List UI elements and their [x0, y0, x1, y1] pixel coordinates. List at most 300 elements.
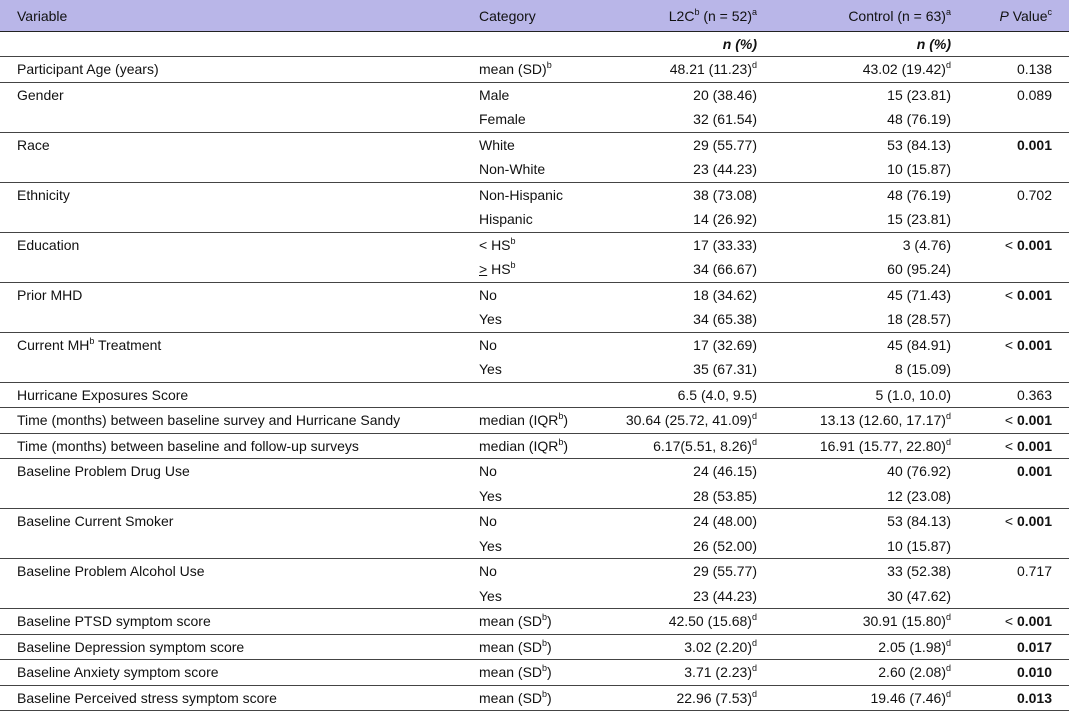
cell-p-value	[951, 459, 1069, 484]
footnote-mark: d	[751, 612, 757, 623]
p-value: 0.138	[1016, 61, 1052, 78]
variable-label-rest: Treatment	[94, 336, 162, 353]
variable-label: Baseline Problem Drug Use	[17, 463, 190, 480]
cell-l2c	[589, 132, 757, 157]
p-value: 0.013	[1016, 689, 1052, 706]
category-label: Female	[479, 111, 526, 128]
table-row	[0, 459, 1069, 484]
control-value: 43.02 (19.42)	[862, 61, 946, 78]
cell-p-value	[951, 509, 1069, 534]
p-value: 0.363	[1016, 386, 1052, 403]
cell-variable	[0, 584, 479, 609]
cell-control	[757, 584, 951, 609]
cell-variable	[0, 132, 479, 157]
footnote-mark: d	[751, 663, 757, 674]
cell-p-value	[951, 382, 1069, 408]
control-value: 45 (71.43)	[887, 286, 951, 303]
cell-control	[757, 634, 951, 660]
table-row	[0, 307, 1069, 332]
category-close: )	[547, 638, 552, 655]
variable-label: Baseline Perceived stress symptom score	[17, 689, 277, 706]
table-row	[0, 82, 1069, 107]
table-row	[0, 182, 1069, 207]
category-label: mean (SD	[479, 664, 543, 681]
cell-control	[757, 459, 951, 484]
cell-variable	[0, 107, 479, 132]
cell-p-value	[951, 357, 1069, 382]
cell-p-value	[951, 584, 1069, 609]
category-label: No	[479, 563, 497, 580]
variable-label: Time (months) between baseline and follow-up surveys	[17, 437, 359, 454]
footnote-mark: b	[542, 612, 548, 623]
cell-category	[479, 107, 589, 132]
l2c-value: 24 (46.15)	[693, 463, 757, 480]
control-value: 2.60 (2.08)	[878, 664, 946, 681]
footnote-mark: d	[945, 411, 951, 422]
category-label: Yes	[479, 537, 502, 554]
table-row	[0, 509, 1069, 534]
cell-l2c	[589, 182, 757, 207]
table-row	[0, 332, 1069, 357]
p-value: 0.001	[1016, 463, 1052, 480]
category-label: mean (SD)	[479, 61, 547, 78]
cell-variable	[0, 685, 479, 711]
category-label: median (IQR	[479, 437, 559, 454]
table-row	[0, 357, 1069, 382]
footnote-mark: d	[751, 436, 757, 447]
variable-label: Baseline PTSD symptom score	[17, 613, 211, 630]
cell-l2c	[589, 207, 757, 232]
l2c-value: 48.21 (11.23)	[669, 61, 752, 78]
cell-l2c	[589, 382, 757, 408]
footnote-mark: d	[945, 436, 951, 447]
variable-label: Hurricane Exposures Score	[17, 386, 189, 403]
control-value: 18 (28.57)	[887, 311, 951, 328]
l2c-value: 32 (61.54)	[693, 111, 757, 128]
table-row	[0, 232, 1069, 257]
cell-control	[757, 157, 951, 182]
l2c-value: 23 (44.23)	[693, 587, 757, 604]
cell-control	[757, 57, 951, 83]
cell-l2c	[589, 332, 757, 357]
variable-label: Race	[17, 136, 50, 153]
cell-control	[757, 232, 951, 257]
category-label: Yes	[479, 311, 502, 328]
footnote-mark: b	[510, 260, 516, 271]
category-label: White	[479, 136, 515, 153]
p-value: 0.001	[1016, 286, 1052, 303]
cell-control	[757, 484, 951, 509]
cell-variable	[0, 534, 479, 559]
cell-category	[479, 509, 589, 534]
cell-control	[757, 357, 951, 382]
footnote-mark: d	[945, 637, 951, 648]
cell-category	[479, 382, 589, 408]
table-row	[0, 257, 1069, 282]
cell-category	[479, 132, 589, 157]
l2c-value: 24 (48.00)	[693, 513, 757, 530]
l2c-value: 29 (55.77)	[693, 563, 757, 580]
cell-l2c	[589, 157, 757, 182]
cell-p-value	[951, 559, 1069, 584]
p-value: 0.702	[1016, 186, 1052, 203]
p-value: 0.089	[1016, 86, 1052, 103]
cell-category	[479, 257, 589, 282]
control-value: 33 (52.38)	[887, 563, 951, 580]
header-row	[0, 0, 1069, 32]
cell-l2c	[589, 232, 757, 257]
p-less-than: <	[1004, 513, 1017, 530]
cell-l2c	[589, 107, 757, 132]
control-value: 53 (84.13)	[887, 136, 951, 153]
cell-p-value	[951, 57, 1069, 83]
p-less-than: <	[1004, 437, 1017, 454]
table-row	[0, 408, 1069, 434]
control-value: 13.13 (12.60, 17.17)	[819, 412, 946, 429]
control-value: 19.46 (7.46)	[870, 689, 946, 706]
footnote-mark: d	[751, 60, 757, 71]
footnote-mark: d	[945, 60, 951, 71]
cell-control	[757, 433, 951, 459]
header-variable: Variable	[0, 0, 479, 32]
control-value: 48 (76.19)	[887, 111, 951, 128]
control-value: 40 (76.92)	[887, 463, 951, 480]
p-value: 0.010	[1016, 664, 1052, 681]
cell-control	[757, 182, 951, 207]
cell-control	[757, 132, 951, 157]
l2c-value: 34 (66.67)	[693, 261, 757, 278]
category-label: mean (SD	[479, 638, 543, 655]
l2c-value: 35 (67.31)	[693, 361, 757, 378]
p-less-than: <	[1004, 286, 1017, 303]
control-value: 10 (15.87)	[887, 537, 951, 554]
cell-variable	[0, 433, 479, 459]
variable-label: Education	[17, 236, 80, 253]
cell-p-value	[951, 685, 1069, 711]
cell-variable	[0, 282, 479, 307]
p-value: 0.001	[1016, 336, 1052, 353]
p-value: 0.717	[1016, 563, 1052, 580]
category-label: Yes	[479, 487, 502, 504]
footnote-mark: d	[751, 411, 757, 422]
category-label: Yes	[479, 587, 502, 604]
control-value: 2.05 (1.98)	[878, 638, 946, 655]
table-row	[0, 609, 1069, 635]
cell-variable	[0, 382, 479, 408]
control-value: 12 (23.08)	[887, 487, 951, 504]
cell-category	[479, 534, 589, 559]
category-label: mean (SD	[479, 689, 543, 706]
cell-category	[479, 660, 589, 686]
p-less-than: <	[1004, 336, 1017, 353]
cell-p-value	[951, 660, 1069, 686]
cell-l2c	[589, 257, 757, 282]
cell-category	[479, 282, 589, 307]
p-less-than: <	[1004, 613, 1017, 630]
cell-category	[479, 307, 589, 332]
l2c-value: 3.71 (2.23)	[684, 664, 752, 681]
l2c-value: 20 (38.46)	[693, 86, 757, 103]
cell-l2c	[589, 634, 757, 660]
category-label: Non-White	[479, 161, 546, 178]
category-label: Non-Hispanic	[479, 186, 564, 203]
cell-category	[479, 584, 589, 609]
category-close: )	[547, 613, 552, 630]
cell-control	[757, 282, 951, 307]
cell-variable	[0, 408, 479, 434]
cell-variable	[0, 559, 479, 584]
cell-control	[757, 660, 951, 686]
l2c-value: 28 (53.85)	[693, 487, 757, 504]
l2c-value: 23 (44.23)	[693, 161, 757, 178]
header-control: Control (n = 63)$^a$	[757, 0, 951, 32]
variable-label: Ethnicity	[17, 186, 70, 203]
table-row	[0, 157, 1069, 182]
cell-l2c	[589, 282, 757, 307]
variable-label: Current MH	[17, 336, 90, 353]
variable-label: Gender	[17, 86, 64, 103]
l2c-value: 38 (73.08)	[693, 186, 757, 203]
cell-category	[479, 207, 589, 232]
control-value: 48 (76.19)	[887, 186, 951, 203]
l2c-value: 14 (26.92)	[693, 211, 757, 228]
cell-variable	[0, 257, 479, 282]
cell-l2c	[589, 408, 757, 434]
l2c-value: 17 (33.33)	[693, 236, 757, 253]
control-value: 8 (15.09)	[894, 361, 951, 378]
cell-p-value	[951, 307, 1069, 332]
cell-l2c	[589, 509, 757, 534]
table-row	[0, 57, 1069, 83]
cell-p-value	[951, 609, 1069, 635]
cell-control	[757, 107, 951, 132]
subheader-control: n (%)	[916, 36, 951, 52]
cell-control	[757, 408, 951, 434]
table-row	[0, 685, 1069, 711]
cell-category	[479, 232, 589, 257]
l2c-value: 3.02 (2.20)	[684, 638, 752, 655]
category-label: No	[479, 513, 497, 530]
category-label: Male	[479, 86, 510, 103]
cell-variable	[0, 332, 479, 357]
footnote-mark: b	[546, 60, 552, 71]
cell-p-value	[951, 157, 1069, 182]
cell-p-value	[951, 634, 1069, 660]
table-row	[0, 660, 1069, 686]
table-row	[0, 584, 1069, 609]
cell-l2c	[589, 660, 757, 686]
cell-category	[479, 408, 589, 434]
category-close: )	[547, 664, 552, 681]
cell-variable	[0, 57, 479, 83]
control-value: 30 (47.62)	[887, 587, 951, 604]
cell-control	[757, 207, 951, 232]
category-label: median (IQR	[479, 412, 559, 429]
cell-control	[757, 257, 951, 282]
footnote-mark: d	[751, 637, 757, 648]
footnote-mark: b	[542, 688, 548, 699]
footnote-mark: d	[945, 663, 951, 674]
table-row	[0, 433, 1069, 459]
table-row	[0, 207, 1069, 232]
cell-control	[757, 559, 951, 584]
category-label: Yes	[479, 361, 502, 378]
footnote-mark: b	[542, 637, 548, 648]
cell-variable	[0, 82, 479, 107]
cell-l2c	[589, 57, 757, 83]
category-close: )	[563, 437, 569, 454]
cell-variable	[0, 484, 479, 509]
cell-control	[757, 509, 951, 534]
cell-l2c	[589, 433, 757, 459]
cell-control	[757, 609, 951, 635]
cell-variable	[0, 182, 479, 207]
footnote-mark: b	[558, 436, 564, 447]
p-value: 0.001	[1016, 236, 1052, 253]
cell-category	[479, 609, 589, 635]
table-row	[0, 107, 1069, 132]
cell-category	[479, 459, 589, 484]
category-label: > HS	[479, 261, 511, 278]
l2c-value: 6.5 (4.0, 9.5)	[677, 386, 757, 403]
table-row	[0, 634, 1069, 660]
variable-label: Baseline Current Smoker	[17, 513, 174, 530]
cell-variable	[0, 634, 479, 660]
subheader-l2c: n (%)	[722, 36, 757, 52]
control-value: 30.91 (15.80)	[862, 613, 946, 630]
cell-variable	[0, 307, 479, 332]
cell-p-value	[951, 282, 1069, 307]
category-label: No	[479, 336, 497, 353]
cell-category	[479, 82, 589, 107]
category-label: No	[479, 463, 497, 480]
cell-variable	[0, 232, 479, 257]
category-close: )	[547, 689, 552, 706]
category-label: mean (SD	[479, 613, 543, 630]
cell-p-value	[951, 257, 1069, 282]
cell-p-value	[951, 107, 1069, 132]
cell-variable	[0, 207, 479, 232]
footnote-mark: b	[89, 335, 95, 346]
p-value: 0.001	[1016, 513, 1052, 530]
control-value: 5 (1.0, 10.0)	[875, 386, 951, 403]
p-value: 0.001	[1016, 412, 1052, 429]
variable-label: Participant Age (years)	[17, 61, 159, 78]
cell-variable	[0, 660, 479, 686]
control-value: 53 (84.13)	[887, 513, 951, 530]
table-row	[0, 382, 1069, 408]
variable-label: Time (months) between baseline survey and Hurricane Sandy	[17, 412, 401, 429]
cell-category	[479, 57, 589, 83]
control-value: 60 (95.24)	[887, 261, 951, 278]
cell-p-value	[951, 433, 1069, 459]
cell-variable	[0, 459, 479, 484]
cell-l2c	[589, 685, 757, 711]
cell-p-value	[951, 207, 1069, 232]
cell-category	[479, 685, 589, 711]
category-label: No	[479, 286, 497, 303]
control-value: 10 (15.87)	[887, 161, 951, 178]
cell-control	[757, 685, 951, 711]
l2c-value: 34 (65.38)	[693, 311, 757, 328]
category-label: < HS	[479, 236, 511, 253]
l2c-value: 18 (34.62)	[693, 286, 757, 303]
cell-l2c	[589, 559, 757, 584]
cell-p-value	[951, 182, 1069, 207]
control-value: 15 (23.81)	[887, 86, 951, 103]
cell-category	[479, 634, 589, 660]
cell-category	[479, 157, 589, 182]
cell-control	[757, 382, 951, 408]
cell-l2c	[589, 459, 757, 484]
control-value: 3 (4.76)	[902, 236, 951, 253]
cell-p-value	[951, 332, 1069, 357]
p-less-than: <	[1004, 412, 1017, 429]
cell-control	[757, 332, 951, 357]
cell-l2c	[589, 307, 757, 332]
cell-l2c	[589, 609, 757, 635]
cell-p-value	[951, 82, 1069, 107]
p-value: 0.001	[1016, 613, 1052, 630]
cell-l2c	[589, 82, 757, 107]
variable-label: Baseline Depression symptom score	[17, 638, 245, 655]
p-less-than: <	[1004, 236, 1017, 253]
subheader-row	[0, 32, 1069, 57]
cell-l2c	[589, 534, 757, 559]
variable-label: Prior MHD	[17, 286, 83, 303]
cell-variable	[0, 609, 479, 635]
header-l2c: $L2C^b$ (n = 52)$^a$	[589, 0, 757, 32]
cell-category	[479, 357, 589, 382]
footnote-mark: b	[558, 411, 564, 422]
control-value: 45 (84.91)	[887, 336, 951, 353]
l2c-value: 22.96 (7.53)	[676, 689, 752, 706]
l2c-value: 6.17(5.51, 8.26)	[653, 437, 752, 454]
cell-category	[479, 182, 589, 207]
cell-l2c	[589, 584, 757, 609]
table-row	[0, 559, 1069, 584]
cell-control	[757, 534, 951, 559]
control-value: 16.91 (15.77, 22.80)	[819, 437, 946, 454]
footnote-mark: d	[945, 688, 951, 699]
table-row	[0, 282, 1069, 307]
cell-p-value	[951, 132, 1069, 157]
cell-category	[479, 484, 589, 509]
cell-p-value	[951, 408, 1069, 434]
footnote-mark: d	[751, 688, 757, 699]
variable-label: Baseline Anxiety symptom score	[17, 664, 219, 681]
cell-category	[479, 433, 589, 459]
table-row	[0, 132, 1069, 157]
header-category: Category	[479, 0, 589, 32]
cell-p-value	[951, 534, 1069, 559]
cell-l2c	[589, 357, 757, 382]
table-row	[0, 484, 1069, 509]
footnote-mark: b	[542, 663, 548, 674]
category-label: Hispanic	[479, 211, 533, 228]
header-p-value: P Value$^c$	[951, 0, 1069, 32]
p-value: 0.001	[1016, 136, 1052, 153]
footnote-mark: b	[510, 235, 516, 246]
cell-variable	[0, 509, 479, 534]
l2c-value: 42.50 (15.68)	[668, 613, 752, 630]
category-close: )	[563, 412, 569, 429]
cell-category	[479, 332, 589, 357]
category-symbol: >	[479, 261, 488, 278]
variable-label: Baseline Problem Alcohol Use	[17, 563, 205, 580]
footnote-mark: d	[945, 612, 951, 623]
cell-p-value	[951, 232, 1069, 257]
